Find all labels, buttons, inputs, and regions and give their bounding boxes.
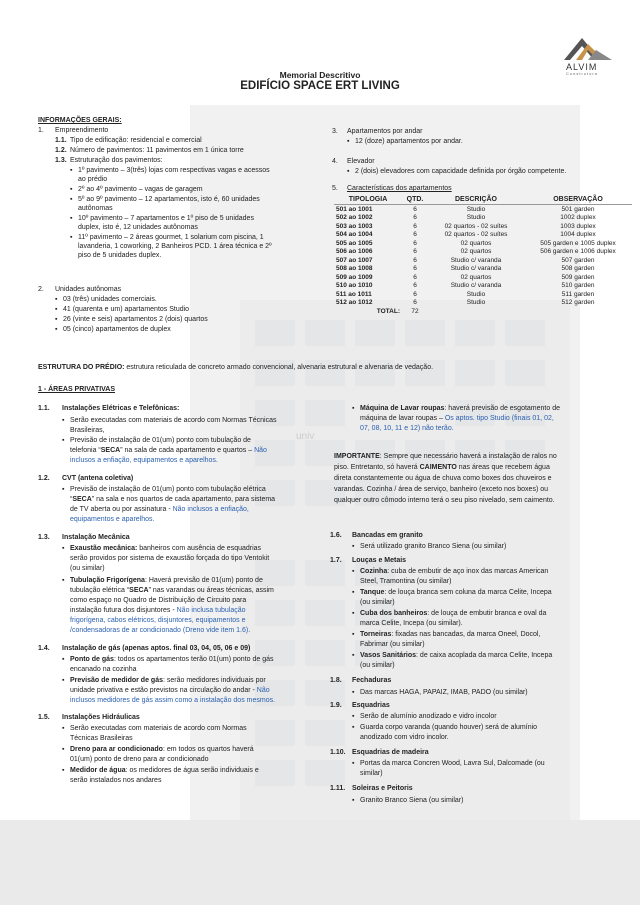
item-number: 1.5. (38, 714, 50, 721)
table-cell: 505 garden e 1005 duplex (540, 239, 616, 247)
text-run: tubulação elétrica “ (70, 587, 130, 594)
section-1-label: Empreendimento (55, 127, 109, 134)
item-number: 1.4. (38, 645, 50, 652)
item-text: Estruturação dos pavimentos: (70, 157, 163, 164)
total-value: 72 (411, 307, 419, 315)
table-cell: 511 ao 1011 (336, 290, 372, 298)
table-row (334, 248, 632, 257)
text-run: : Haverá previsão de 01(um) ponto de (144, 577, 263, 584)
list-item: 2º ao 4º pavimento – vagas de garagem (78, 186, 203, 193)
list-item: marca Celite, Incepa (ou similar). (360, 620, 463, 627)
bullet-icon: ▪ (352, 797, 355, 804)
table-cell: 502 ao 1002 (336, 214, 373, 222)
text-run: : haverá previsão de esgotamento de (444, 405, 560, 412)
list-item: 11º pavimento – 2 áreas gourmet, 1 solarium com piscina, 1 (78, 234, 264, 241)
text-run: telefonia “ (70, 447, 101, 454)
bullet-icon: ▪ (62, 746, 65, 753)
list-item: 10º pavimento – 7 apartamentos e 1º piso de 5 unidades (78, 215, 254, 222)
text-run: SECA (129, 587, 149, 594)
bullet-icon: ▪ (55, 326, 58, 333)
text-run: SECA (72, 496, 92, 503)
total-label: TOTAL: (376, 307, 400, 315)
text-run: Os aptos. tipo Studio (finais 01, 02, (444, 415, 554, 422)
bullet-icon: ▪ (62, 656, 65, 663)
bullet-icon: ▪ (352, 760, 355, 767)
list-item (70, 686, 270, 695)
text-run: : de louça de embutir branca e oval da (427, 610, 547, 617)
list-item: Previsão de instalação de 01(um) ponto com tubulação de (70, 437, 251, 444)
list-item (70, 495, 275, 504)
list-item: Granito Branco Siena (ou similar) (360, 797, 464, 804)
item-number: 1.9. (330, 702, 342, 709)
text-run: ” na sala de cada apartamento e quartos – (120, 447, 255, 454)
list-item: inclusos medidores de gás assim como a instalação dos mesmos. (70, 697, 276, 704)
table-row (334, 231, 632, 240)
table-row (334, 239, 632, 248)
list-item: 05 (cinco) apartamentos de duplex (63, 326, 171, 333)
list-item: encanado na cozinha (70, 666, 137, 673)
item-number: 1.10. (330, 749, 346, 756)
bullet-icon: ▪ (352, 589, 355, 596)
table-cell: 503 ao 1003 (336, 222, 373, 230)
bullet-icon: ▪ (70, 196, 73, 203)
bullet-icon: ▪ (62, 725, 65, 732)
bullet-icon: ▪ (70, 167, 73, 174)
text-run: Previsão de medidor de gás (70, 677, 163, 684)
table-cell: 1003 duplex (560, 222, 596, 230)
list-item: 1º pavimento – 3(três) lojas com respectivas vagas e acessos (78, 167, 270, 174)
important-note: varandas. Cozinha / área de serviço, banheiro (exceto nos boxes) ou (334, 486, 549, 493)
bullet-icon: ▪ (352, 631, 355, 638)
text-run: instalação futura dos disjuntores - (70, 607, 177, 614)
section-2-label: Unidades autônomas (55, 286, 122, 293)
apartments-table (334, 195, 632, 316)
table-row (334, 265, 632, 274)
table-cell: Studio (466, 214, 486, 222)
list-item: serão providos por sistema de exaustão forçada do tipo Ventokit (70, 555, 270, 562)
list-item: similar) (360, 770, 383, 777)
table-cell: 02 quartos (460, 273, 492, 281)
list-item: Guarda corpo varanda (quando houver) será de alumínio (360, 724, 538, 731)
text-run: Máquina de Lavar roupas (360, 405, 445, 412)
estrutura-paragraph (38, 363, 433, 372)
table-header: QTD. (406, 196, 424, 203)
bullet-icon: ▪ (62, 437, 65, 444)
table-cell: Studio (466, 299, 486, 307)
section-5-number: 5. (332, 185, 338, 192)
text-run: : todos os apartamentos terão 01(um) ponto de gás (113, 656, 274, 663)
table-cell: 6 (413, 248, 417, 256)
text-run: Não inclusos a enfiação, (172, 506, 249, 513)
table-cell: 509 ao 1009 (336, 273, 373, 281)
list-item: Steel, Tramontina (ou similar) (360, 578, 452, 585)
section-heading: Esquadrias de madeira (352, 749, 429, 756)
list-item: Serão executadas com materiais de acordo com Normas Técnicas (70, 417, 277, 424)
section-heading: Esquadrias (352, 702, 390, 709)
text-run: : cuba de embutir de aço inox das marcas American (387, 568, 549, 575)
item-number: 1.3. (55, 157, 67, 164)
list-item (70, 446, 267, 455)
list-item: Previsão de instalação de 01(um) ponto com tubulação elétrica (70, 486, 266, 493)
text-run: ” na sala e nos quartos de cada apartamento, para sistema (91, 496, 276, 503)
table-row (334, 205, 632, 214)
text-run: Medidor de água (70, 767, 126, 774)
table-header: DESCRIÇÃO (454, 196, 497, 203)
text-run: : Sempre que necessário haverá a instalação de ralos no (379, 453, 557, 460)
table-row (334, 282, 632, 291)
table-cell: 6 (402, 205, 428, 214)
text-run: IMPORTANTE (334, 453, 380, 460)
bullet-icon: ▪ (352, 724, 355, 731)
section-3-label: Apartamentos por andar (347, 128, 423, 135)
bullet-icon: ▪ (352, 405, 355, 412)
item-text: Número de pavimentos: 11 pavimentos em 1 única torre (70, 147, 244, 154)
table-row (334, 290, 632, 299)
text-run: Tubulação Frigorígena (70, 577, 145, 584)
list-item: Serão executadas com materiais de acordo com Normas (70, 725, 247, 732)
list-item: 07, 08, 10, 11 e 12) não terão. (360, 425, 454, 432)
item-number: 1.1. (55, 137, 67, 144)
item-number: 1.3. (38, 534, 50, 541)
table-cell: 506 garden e 1006 duplex (540, 248, 616, 256)
list-item: (ou similar) (360, 662, 395, 669)
text-run: Dreno para ar condicionado (70, 746, 163, 753)
item-number: 1.1. (38, 405, 50, 412)
table-row (334, 222, 632, 231)
list-item: ao prédio (78, 176, 108, 183)
text-run: unidade privativa e estão previstos na circulação do andar - (70, 687, 257, 694)
text-run: Vasos Sanitários (360, 652, 417, 659)
list-item: equipamentos e aparelhos. (70, 516, 155, 523)
list-item (70, 576, 263, 585)
table-cell: 508 ao 1008 (336, 265, 373, 273)
table-cell: 02 quartos (460, 248, 492, 256)
list-item: serão instalados nos andares (70, 777, 162, 784)
list-item: (ou similar) (70, 565, 105, 572)
estrutura-label: ESTRUTURA DO PRÉDIO: (38, 364, 125, 371)
list-item: /condensadoras de ar condicionado (Dreno vide item 1.6). (70, 627, 251, 634)
table-cell: 510 garden (561, 282, 595, 290)
table-cell: 511 garden (561, 290, 595, 298)
list-item (360, 651, 552, 660)
text-run: ” nas varandas ou áreas técnicas, assim (148, 587, 274, 594)
list-item (360, 567, 548, 576)
table-cell: 501 ao 1001 (334, 205, 402, 214)
text-run: Não (256, 687, 270, 694)
table-cell: 02 quartos (460, 239, 492, 247)
bullet-icon: ▪ (352, 610, 355, 617)
list-item (70, 676, 266, 685)
section-2-number: 2. (38, 286, 44, 293)
table-cell: 505 ao 1005 (336, 239, 373, 247)
list-item: Técnicas Brasileiras (70, 735, 133, 742)
table-cell: 512 ao 1012 (336, 299, 373, 307)
list-item (360, 404, 560, 413)
list-item (360, 588, 552, 597)
list-item (360, 630, 540, 639)
table-cell: 6 (413, 214, 417, 222)
list-item: 5º ao 9º pavimento – 12 apartamentos, isto é, 60 unidades (78, 196, 260, 203)
table-cell: 506 ao 1006 (336, 248, 373, 256)
section-heading: Soleiras e Peitoris (352, 785, 413, 792)
list-item (70, 586, 274, 595)
doc-subtitle: Memorial Descritivo (279, 70, 361, 80)
text-run: Cuba dos banheiros (360, 610, 428, 617)
table-cell: Studio c/ varanda (450, 265, 502, 273)
table-cell: 02 quartos - 02 suítes (444, 231, 508, 239)
table-cell: Studio (428, 205, 524, 214)
bullet-icon: ▪ (352, 543, 355, 550)
list-item: 2 (dois) elevadores com capacidade definida por órgão competente. (355, 168, 567, 175)
item-number: 1.11. (330, 785, 346, 792)
bullet-icon: ▪ (352, 689, 355, 696)
item-number: 1.2. (38, 475, 50, 482)
section-4-label: Elevador (347, 158, 375, 165)
text-run: Tanque (360, 589, 385, 596)
list-item (360, 414, 554, 423)
bullet-icon: ▪ (62, 417, 65, 424)
list-item: 26 (vinte e seis) apartamentos 2 (dois) quartos (63, 316, 208, 323)
text-run: máquina de lavar roupas – (360, 415, 445, 422)
section-heading: Bancadas em granito (352, 532, 423, 539)
info-title: INFORMAÇÕES GERAIS: (38, 117, 122, 124)
bullet-icon: ▪ (62, 677, 65, 684)
bullet-icon: ▪ (62, 486, 65, 493)
section-heading: Instalações Hidráulicas (62, 714, 140, 721)
text-run: : fixadas nas bancadas, da marca Oneel, Docol, (391, 631, 541, 638)
text-run: : serão medidores individuais por (162, 677, 266, 684)
table-cell: 501 garden (524, 205, 632, 214)
text-run: Ponto de gás (70, 656, 114, 663)
section-5-label: Características dos apartamentos (347, 185, 452, 192)
text-run: Não (254, 447, 267, 454)
table-cell: 507 garden (561, 256, 595, 264)
table-cell: 6 (413, 299, 417, 307)
bullet-icon: ▪ (347, 168, 350, 175)
list-item: 12 (doze) apartamentos por andar. (355, 138, 463, 145)
section-heading: Instalação Mecânica (62, 534, 130, 541)
bullet-icon: ▪ (62, 767, 65, 774)
item-number: 1.6. (330, 532, 342, 539)
list-item: 41 (quarenta e um) apartamentos Studio (63, 306, 190, 313)
table-header: TIPOLOGIA (348, 196, 388, 203)
bullet-icon: ▪ (70, 186, 73, 193)
list-item (360, 609, 546, 618)
table-row (334, 214, 632, 223)
list-item: duplex, isto é, 12 unidades autônomas (78, 224, 198, 231)
section-heading: Louças e Metais (352, 557, 407, 564)
item-number: 1.8. (330, 677, 342, 684)
text-run: : os medidores de água serão individuais e (125, 767, 259, 774)
table-cell: 1002 duplex (560, 214, 596, 222)
table-cell: 507 ao 1007 (336, 256, 373, 264)
section-heading: Instalação de gás (apenas aptos. final 03, 04, 05, 06 e 09) (62, 645, 251, 652)
text-run: banheiros com ausência de esquadrias (137, 545, 262, 552)
list-item: inclusos a enfiação, equipamentos e aparelhos. (70, 457, 218, 464)
list-item (70, 606, 246, 615)
list-item: autônomas (78, 205, 113, 212)
doc-title: EDIFÍCIO SPACE ERT LIVING (240, 80, 400, 92)
list-item (70, 766, 259, 775)
bullet-icon: ▪ (62, 577, 65, 584)
bullet-icon: ▪ (55, 296, 58, 303)
watermark-text: univ (296, 431, 315, 442)
table-row (334, 256, 632, 265)
list-item (70, 745, 254, 754)
table-cell: 6 (413, 273, 417, 281)
table-cell: 1004 duplex (560, 231, 596, 239)
list-item: Será utilizado granito Branco Siena (ou similar) (360, 543, 507, 550)
text-run: Não inclusa tubulação (176, 607, 246, 614)
important-note (334, 452, 557, 461)
table-header: OBSERVAÇÃO (553, 196, 603, 203)
list-item: como espaço no Quadro de Distribuição de Circuito para (70, 597, 247, 604)
section-heading: CVT (antena coletiva) (62, 475, 134, 482)
bullet-icon: ▪ (70, 215, 73, 222)
text-run: : de louça branca sem coluna da marca Celite, Incepa (384, 589, 552, 596)
table-cell: 512 garden (561, 299, 595, 307)
table-header-row (334, 195, 632, 205)
table-cell: 02 quartos - 02 suítes (444, 222, 508, 230)
text-run: Torneiras (360, 631, 392, 638)
estrutura-text: estrutura reticulada de concreto armado convencional, alvenaria estrutural e alvenaria de vedação. (124, 364, 434, 371)
text-run: de TV aberta ou por assinatura - (70, 506, 173, 513)
list-item (70, 505, 249, 514)
text-run: CAIMENTO (419, 464, 457, 471)
table-cell: 504 ao 1004 (336, 231, 373, 239)
item-text: Tipo de edificação: residencial e comercial (70, 137, 202, 144)
table-cell: Studio c/ varanda (450, 256, 502, 264)
text-run: Exaustão mecânica: (70, 545, 138, 552)
list-item: 01(um) ponto de dreno para ar condicionado (70, 756, 209, 763)
bullet-icon: ▪ (55, 306, 58, 313)
table-cell: 510 ao 1010 (336, 282, 373, 290)
table-cell: 6 (413, 222, 417, 230)
list-item (70, 544, 261, 553)
list-item: Serão de alumínio anodizado e vidro incolor (360, 713, 497, 720)
text-run: “ (70, 496, 73, 503)
section-1-number: 1. (38, 127, 44, 134)
list-item: Fabrimar (ou similar) (360, 641, 425, 648)
text-run: SECA (100, 447, 121, 454)
areas-privativas-title: 1 - ÁREAS PRIVATIVAS (38, 386, 116, 393)
list-item: anodizado com vidro incolor. (360, 734, 449, 741)
item-number: 1.2. (55, 147, 67, 154)
table-cell: Studio (466, 290, 486, 298)
important-note: direta constantemente ou água de chuva como boxes dos chuveiros e (334, 475, 552, 482)
table-cell: 6 (413, 256, 417, 264)
section-3-number: 3. (332, 128, 338, 135)
bullet-icon: ▪ (352, 568, 355, 575)
list-item: Portas da marca Concren Wood, Lavra Sul, Dalcomade (ou (360, 760, 545, 767)
list-item: (ou similar) (360, 599, 395, 606)
table-cell: 6 (413, 290, 417, 298)
item-number: 1.7. (330, 557, 342, 564)
table-cell: 508 garden (561, 265, 595, 273)
table-row (334, 299, 632, 308)
list-item: frigorígena, cabos elétricos, disjuntores, equipamentos e (70, 617, 246, 624)
table-cell: 6 (413, 239, 417, 247)
text-run: : em todos os quartos haverá (162, 746, 254, 753)
bullet-icon: ▪ (352, 652, 355, 659)
logo-subtitle: Construtora (566, 71, 598, 76)
list-item (70, 655, 274, 664)
table-cell: Studio c/ varanda (450, 282, 502, 290)
section-heading: Fechaduras (352, 677, 392, 684)
text-run: piso. Entretanto, só haverá (334, 464, 420, 471)
text-run: nas áreas que recebem água (456, 464, 550, 471)
list-item: piso de 5 unidades duplex. (78, 252, 162, 259)
bullet-icon: ▪ (347, 138, 350, 145)
list-item: Brasileiras, (70, 427, 105, 434)
list-item: Das marcas HAGA, PAPAIZ, IMAB, PADO (ou similar) (360, 689, 528, 696)
table-row (334, 273, 632, 282)
section-4-number: 4. (332, 158, 338, 165)
text-run: : de caixa acoplada da marca Celite, Incepa (416, 652, 553, 659)
text-run: Cozinha (360, 568, 388, 575)
section-heading: Instalações Elétricas e Telefônicas: (62, 405, 180, 412)
logo-name: ALVIM (566, 62, 598, 72)
important-note: qualquer outro cômodo interno terá o seu piso nivelado, sem caimento. (334, 497, 555, 504)
bullet-icon: ▪ (55, 316, 58, 323)
table-cell: 6 (413, 265, 417, 273)
list-item: 03 (três) unidades comerciais. (63, 296, 157, 303)
table-cell: 6 (413, 231, 417, 239)
bullet-icon: ▪ (70, 234, 73, 241)
table-total-row (334, 307, 632, 316)
bullet-icon: ▪ (352, 713, 355, 720)
bullet-icon: ▪ (62, 545, 65, 552)
list-item: lavanderia, 1 coworking, 2 Banheiros PCD. 1 área técnica e 2º (78, 243, 272, 250)
table-cell: 6 (413, 282, 417, 290)
table-cell: 509 garden (561, 273, 595, 281)
important-note (334, 463, 550, 472)
